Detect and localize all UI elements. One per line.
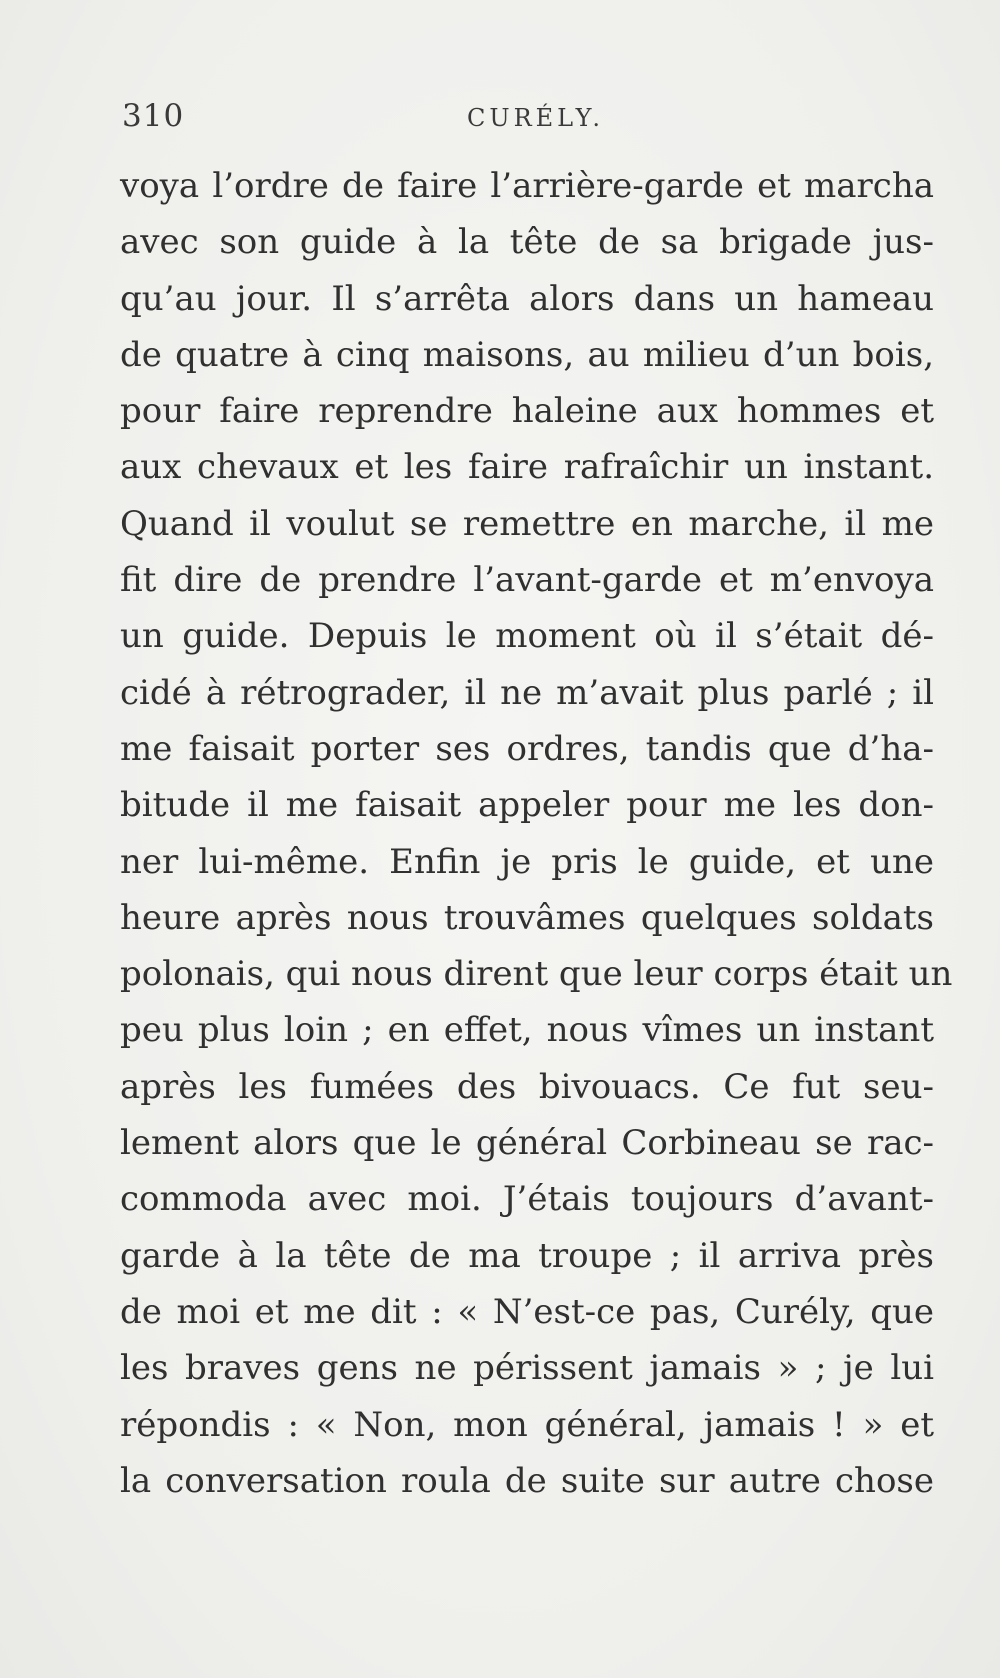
- text-line: de quatre à cinq maisons, au milieu d’un bois,: [120, 334, 934, 375]
- text-line: bitude il me faisait appeler pour me les don-: [120, 785, 934, 826]
- text-line: commoda avec moi. J’étais toujours d’avant-: [120, 1179, 934, 1220]
- text-line: un guide. Depuis le moment où il s’était dé-: [120, 616, 934, 657]
- running-head: [122, 98, 932, 148]
- text-line: répondis : « Non, mon général, jamais ! » et: [120, 1404, 934, 1445]
- text-line: me faisait porter ses ordres, tandis que d’ha-: [120, 728, 934, 769]
- text-line: la conversation roula de suite sur autre chose: [120, 1460, 934, 1501]
- running-title: CURÉLY.: [467, 104, 604, 132]
- text-line: lement alors que le général Corbineau se rac-: [120, 1123, 934, 1164]
- text-line: les braves gens ne périssent jamais » ; je lui: [120, 1348, 934, 1389]
- text-line: fit dire de prendre l’avant-garde et m’envoya: [120, 560, 934, 601]
- page-number: 310: [122, 98, 185, 134]
- text-line: polonais, qui nous dirent que leur corps était un: [120, 954, 953, 995]
- text-line: pour faire reprendre haleine aux hommes et: [120, 391, 934, 432]
- text-line: avec son guide à la tête de sa brigade jus-: [120, 222, 934, 263]
- text-line: après les fumées des bivouacs. Ce fut seu-: [120, 1066, 934, 1107]
- text-line: cidé à rétrograder, il ne m’avait plus parlé ; il: [120, 672, 934, 713]
- text-line: qu’au jour. Il s’arrêta alors dans un hameau: [120, 278, 934, 319]
- text-line: Quand il voulut se remettre en marche, il me: [120, 503, 934, 544]
- text-line: heure après nous trouvâmes quelques soldats: [120, 897, 934, 938]
- body-text: [120, 158, 953, 1509]
- text-line: garde à la tête de ma troupe ; il arriva près: [120, 1235, 934, 1276]
- text-line: voya l’ordre de faire l’arrière-garde et marcha: [120, 166, 934, 206]
- text-line: aux chevaux et les faire rafraîchir un instant.: [120, 447, 934, 488]
- text-line: ner lui-même. Enfin je pris le guide, et une: [120, 841, 934, 882]
- text-line: peu plus loin ; en effet, nous vîmes un instant: [120, 1010, 934, 1051]
- text-line: de moi et me dit : « N’est-ce pas, Curély, que: [120, 1291, 934, 1332]
